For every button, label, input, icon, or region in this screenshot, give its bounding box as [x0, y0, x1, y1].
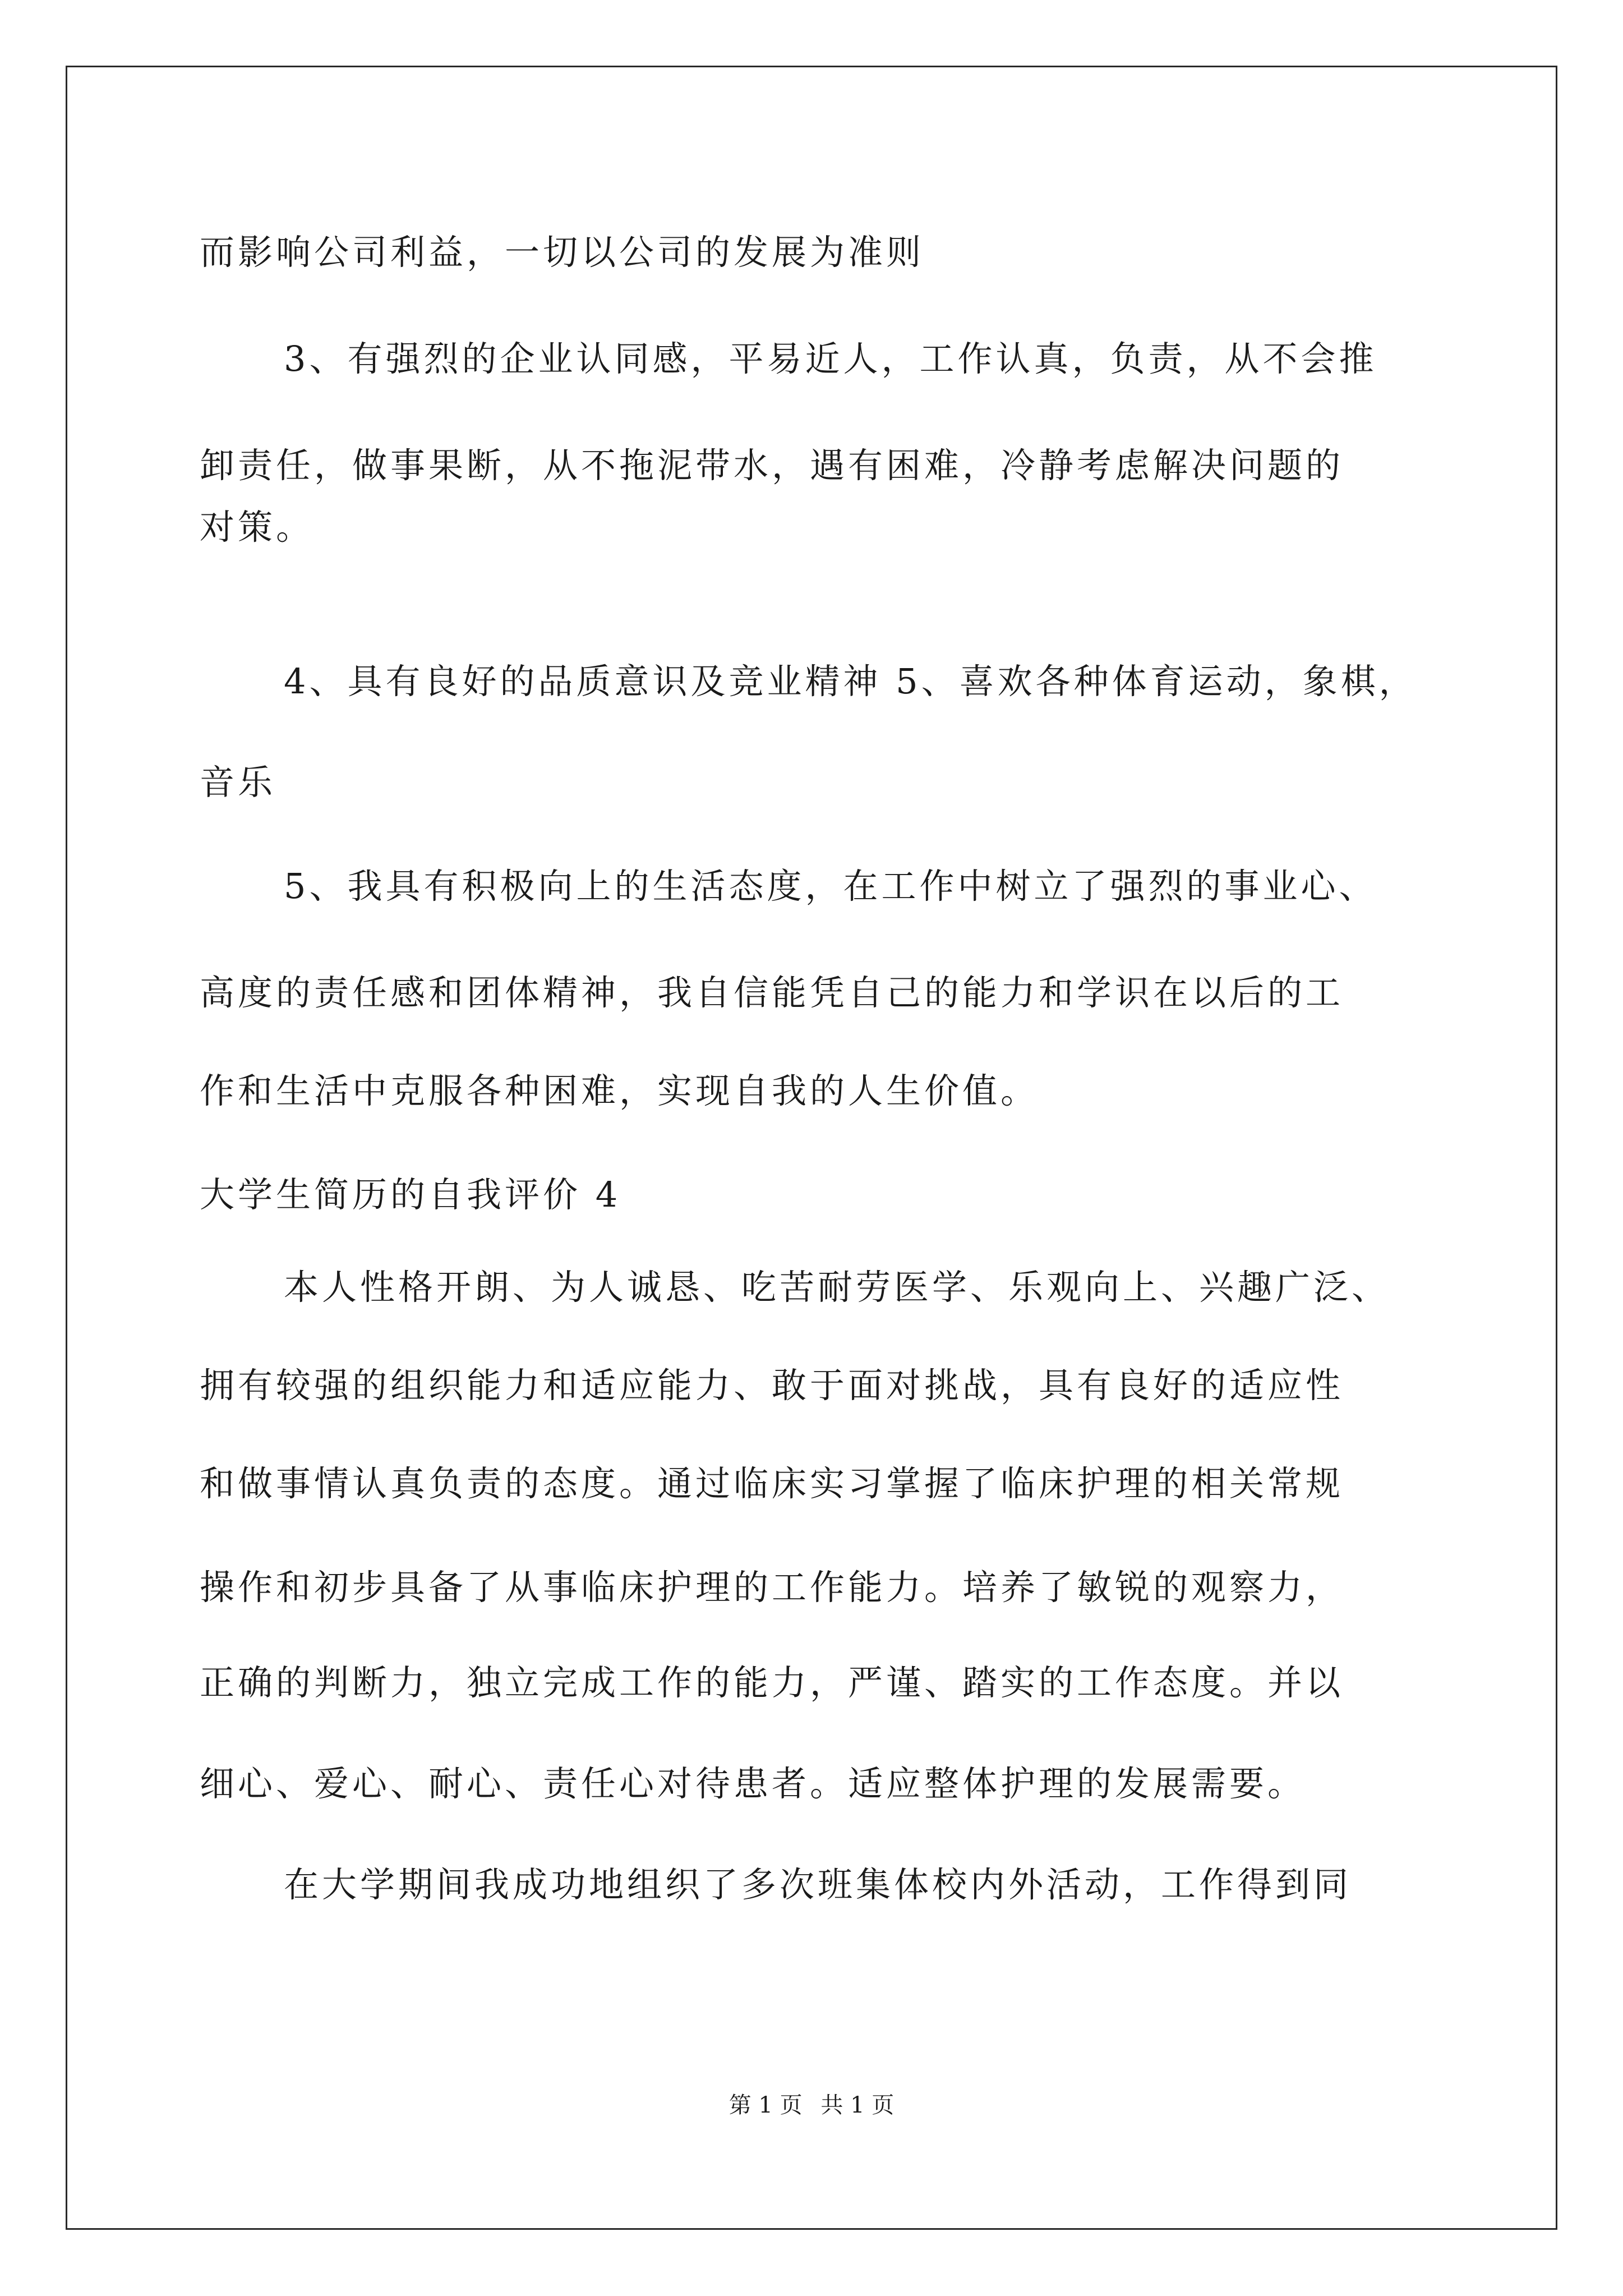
text-line: 拥有较强的组织能力和适应能力、敢于面对挑战，具有良好的适应性 [200, 1365, 1344, 1406]
text-line: 5、我具有积极向上的生活态度，在工作中树立了强烈的事业心、 [284, 866, 1377, 907]
page-number: 第 1 页 [728, 2092, 803, 2118]
page-footer [0, 2090, 1623, 2121]
text-line: 音乐 [200, 762, 276, 803]
text-line: 操作和初步具备了从事临床护理的工作能力。培养了敏锐的观察力， [200, 1567, 1344, 1608]
text-line: 高度的责任感和团体精神，我自信能凭自己的能力和学识在以后的工 [200, 972, 1344, 1013]
text-line: 在大学期间我成功地组织了多次班集体校内外活动，工作得到同 [284, 1864, 1352, 1905]
text-line: 4、具有良好的品质意识及竞业精神 5、喜欢各种体育运动，象棋， [284, 661, 1417, 702]
text-line: 细心、爱心、耐心、责任心对待患者。适应整体护理的发展需要。 [200, 1763, 1306, 1804]
page-total: 共 1 页 [820, 2092, 895, 2118]
text-line: 和做事情认真负责的态度。通过临床实习掌握了临床护理的相关常规 [200, 1463, 1344, 1504]
text-line: 作和生活中克服各种困难，实现自我的人生价值。 [200, 1070, 1039, 1111]
text-line: 本人性格开朗、为人诚恳、吃苦耐劳医学、乐观向上、兴趣广泛、 [284, 1267, 1390, 1308]
text-line: 3、有强烈的企业认同感，平易近人，工作认真，负责，从不会推 [284, 338, 1377, 379]
text-line: 卸责任，做事果断，从不拖泥带水，遇有困难，冷静考虑解决问题的 [200, 445, 1344, 486]
text-line: 而影响公司利益，一切以公司的发展为准则 [200, 232, 925, 273]
text-line: 对策。 [200, 507, 315, 547]
text-line: 正确的判断力，独立完成工作的能力，严谨、踏实的工作态度。并以 [200, 1662, 1344, 1703]
section-heading: 大学生简历的自我评价 4 [200, 1174, 621, 1215]
